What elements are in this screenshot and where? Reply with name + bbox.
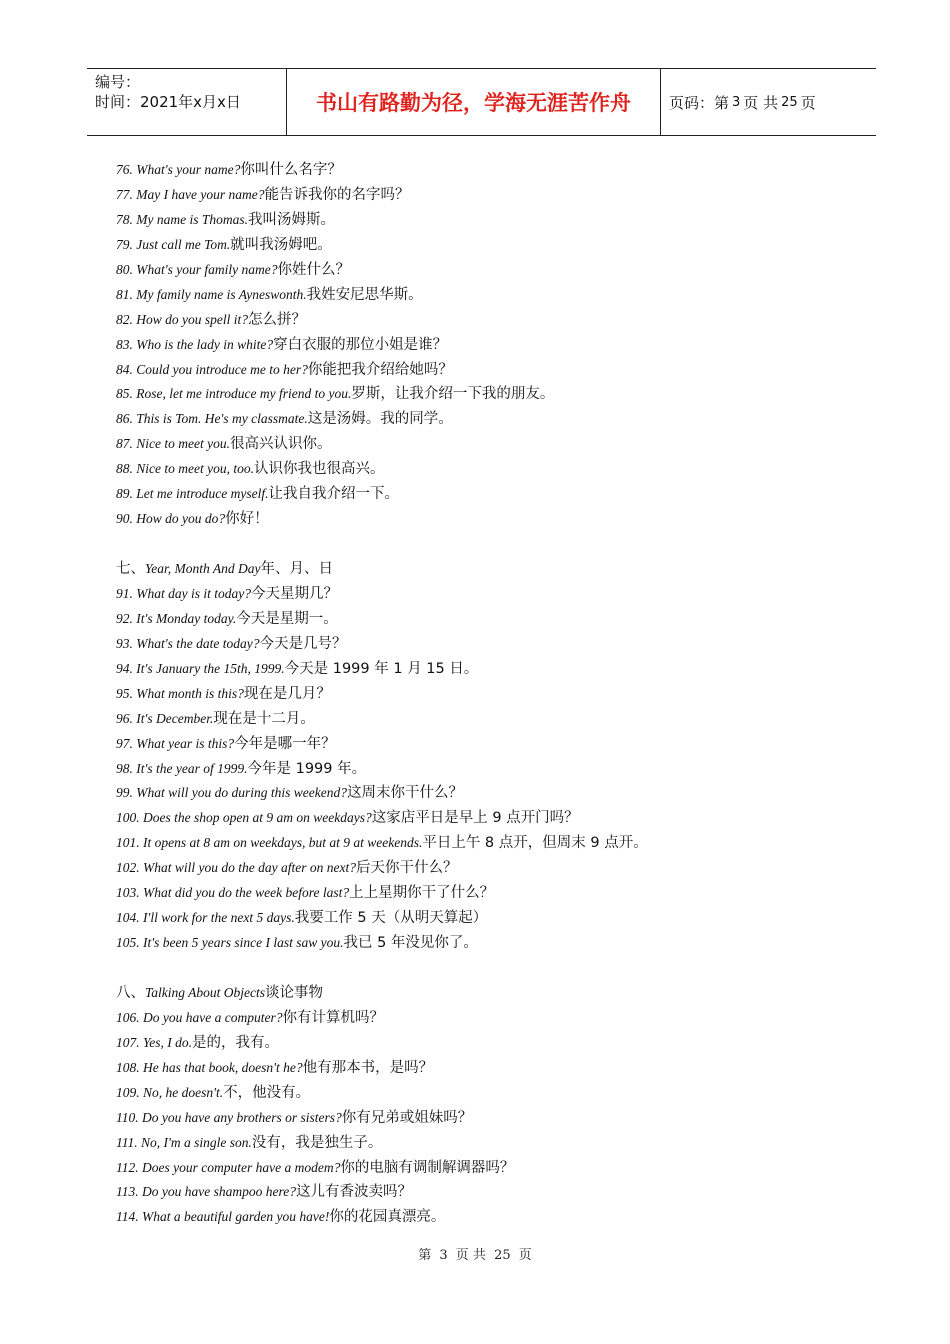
- footer-page-current: 3: [439, 1248, 448, 1263]
- english-phrase: 106. Do you have a computer?: [116, 1009, 283, 1025]
- english-phrase: 87. Nice to meet you.: [116, 436, 230, 452]
- phrase-line: [116, 308, 876, 333]
- english-phrase: 105. It's been 5 years since I last saw you.: [116, 935, 344, 951]
- chinese-translation: 你能把我介绍给她吗？: [307, 361, 453, 378]
- english-phrase: 89. Let me introduce myself.: [116, 486, 269, 502]
- chinese-translation: 认识你我也很高兴。: [253, 461, 385, 478]
- phrase-line: [116, 482, 876, 507]
- english-phrase: 107. Yes, I do.: [116, 1034, 193, 1050]
- phrase-line: [116, 806, 876, 831]
- header-page-suffix: 页: [800, 93, 816, 112]
- phrase-line: [116, 1180, 876, 1205]
- english-phrase: 96. It's December.: [116, 710, 214, 726]
- english-phrase: 86. This is Tom. He's my classmate.: [116, 411, 308, 427]
- footer-page-total: 25: [494, 1248, 511, 1263]
- section-title-english: Talking About Objects: [145, 984, 266, 1000]
- phrase-list: [116, 158, 876, 1230]
- english-phrase: 100. Does the shop open at 9 am on weekdays?: [116, 810, 372, 826]
- phrase-line: [116, 707, 876, 732]
- english-phrase: 114. What a beautiful garden you have!: [116, 1209, 330, 1225]
- english-phrase: 88. Nice to meet you, too.: [116, 461, 254, 477]
- english-phrase: 103. What did you do the week before last?: [116, 885, 350, 901]
- phrase-line: [116, 1156, 876, 1181]
- chinese-translation: 没有，我是独生子。: [251, 1134, 383, 1151]
- chinese-translation: 让我自我介绍一下。: [268, 486, 399, 503]
- chinese-translation: 你的花园真漂亮。: [329, 1209, 446, 1226]
- phrase-line: [116, 158, 876, 183]
- document-header: [87, 68, 876, 136]
- footer-page-suffix: 页: [518, 1248, 532, 1263]
- chinese-translation: 后天你干什么？: [355, 860, 458, 877]
- phrase-line: [116, 258, 876, 283]
- chinese-translation: 这家店平日是早上 9 点开门吗？: [371, 810, 579, 827]
- phrase-line: [116, 781, 876, 806]
- chinese-translation: 我叫汤姆斯。: [248, 211, 335, 228]
- phrase-line: [116, 1131, 876, 1156]
- chinese-translation: 罗斯，让我介绍一下我的朋友。: [351, 386, 555, 403]
- english-phrase: 80. What's your family name?: [116, 261, 278, 277]
- chinese-translation: 今天是几号？: [259, 635, 347, 652]
- english-phrase: 76. What's your name?: [116, 162, 241, 177]
- english-phrase: 98. It's the year of 1999.: [116, 760, 248, 776]
- section-heading: [116, 981, 876, 1006]
- chinese-translation: 今天星期几？: [251, 585, 338, 602]
- phrase-line: [116, 1081, 876, 1106]
- footer-page-prefix: 第: [418, 1248, 432, 1263]
- chinese-translation: 我要工作 5 天（从明天算起）: [294, 910, 488, 927]
- english-phrase: 113. Do you have shampoo here?: [116, 1184, 296, 1200]
- header-page-total: 25: [781, 94, 798, 110]
- english-phrase: 108. He has that book, doesn't he?: [116, 1059, 303, 1075]
- phrase-line: [116, 856, 876, 881]
- section-number: 七、: [116, 561, 145, 577]
- section-number: 八、: [116, 984, 145, 1001]
- english-phrase: 95. What month is this?: [116, 685, 244, 701]
- chinese-translation: 今年是 1999 年。: [247, 760, 367, 777]
- chinese-translation: 是的，我有。: [192, 1034, 280, 1051]
- header-page-indicator: [661, 69, 876, 135]
- chinese-translation: 我姓安尼思华斯。: [306, 286, 423, 303]
- phrase-line: [116, 208, 876, 233]
- phrase-line: [116, 1056, 876, 1081]
- english-phrase: 84. Could you introduce me to her?: [116, 361, 308, 377]
- chinese-translation: 我已 5 年没见你了。: [343, 935, 478, 952]
- phrase-line: [116, 233, 876, 258]
- chinese-translation: 你有计算机吗？: [282, 1009, 384, 1026]
- english-phrase: 77. May I have your name?: [116, 186, 265, 202]
- english-phrase: 110. Do you have any brothers or sisters?: [116, 1109, 342, 1125]
- header-page-prefix: 页码：第: [669, 93, 730, 112]
- document-time-label: 时间：2021年x月x日: [95, 93, 241, 111]
- chinese-translation: 你好！: [225, 511, 269, 528]
- phrase-line: [116, 432, 876, 457]
- phrase-line: [116, 1205, 876, 1230]
- chinese-translation: 能告诉我你的名字吗？: [264, 186, 410, 203]
- phrase-line: [116, 407, 876, 432]
- phrase-line: [116, 906, 876, 931]
- english-phrase: 82. How do you spell it?: [116, 311, 248, 327]
- blank-line: [116, 532, 876, 557]
- chinese-translation: 就叫我汤姆吧。: [230, 236, 332, 253]
- phrase-line: [116, 831, 876, 856]
- english-phrase: 93. What's the date today?: [116, 635, 260, 651]
- chinese-translation: 这是汤姆。我的同学。: [307, 411, 453, 428]
- chinese-translation: 现在是几月？: [243, 685, 331, 702]
- chinese-translation: 很高兴认识你。: [229, 436, 332, 453]
- english-phrase: 99. What will you do during this weekend?: [116, 785, 347, 801]
- chinese-translation: 今天是星期一。: [236, 610, 338, 627]
- phrase-line: [116, 732, 876, 757]
- chinese-translation: 你有兄弟或姐妹吗？: [341, 1109, 473, 1126]
- chinese-translation: 穿白衣服的那位小姐是谁？: [273, 336, 448, 353]
- english-phrase: 85. Rose, let me introduce my friend to you.: [116, 386, 352, 402]
- english-phrase: 81. My family name is Ayneswonth.: [116, 286, 307, 302]
- chinese-translation: 平日上午 8 点开，但周末 9 点开。: [422, 835, 648, 852]
- english-phrase: 78. My name is Thomas.: [116, 211, 248, 227]
- chinese-translation: 现在是十二月。: [213, 710, 315, 727]
- phrase-line: [116, 632, 876, 657]
- english-phrase: 79. Just call me Tom.: [116, 236, 231, 252]
- header-page-mid: 页 共: [743, 93, 779, 112]
- chinese-translation: 你姓什么？: [277, 261, 350, 278]
- english-phrase: 104. I'll work for the next 5 days.: [116, 910, 295, 926]
- section-title-chinese: 年、月、日: [260, 561, 334, 577]
- chinese-translation: 怎么拼？: [248, 311, 306, 328]
- phrase-line: [116, 1031, 876, 1056]
- chinese-translation: 今年是哪一年？: [234, 735, 336, 752]
- english-phrase: 102. What will you do the day after on next?: [116, 860, 356, 876]
- phrase-line: [116, 1106, 876, 1131]
- section-heading: [116, 557, 876, 582]
- phrase-line: [116, 582, 876, 607]
- english-phrase: 112. Does your computer have a modem?: [116, 1159, 341, 1175]
- phrase-line: [116, 358, 876, 383]
- phrase-line: [116, 881, 876, 906]
- header-motto: 书山有路勤为径，学海无涯苦作舟: [287, 69, 661, 135]
- page-footer: [0, 1244, 950, 1263]
- document-number-label: 编号：: [95, 73, 141, 91]
- footer-page-mid: 页 共: [455, 1248, 486, 1263]
- phrase-line: [116, 507, 876, 532]
- phrase-line: [116, 682, 876, 707]
- english-phrase: 94. It's January the 15th, 1999.: [116, 660, 285, 676]
- phrase-line: [116, 931, 876, 956]
- section-title-chinese: 谈论事物: [265, 984, 324, 1001]
- phrase-line: [116, 283, 876, 308]
- phrase-line: [116, 333, 876, 358]
- english-phrase: 90. How do you do?: [116, 511, 226, 527]
- chinese-translation: 不，他没有。: [223, 1084, 311, 1101]
- phrase-line: [116, 607, 876, 632]
- english-phrase: 83. Who is the lady in white?: [116, 336, 274, 352]
- chinese-translation: 这周末你干什么？: [346, 785, 463, 802]
- chinese-translation: 今天是 1999 年 1 月 15 日。: [284, 660, 479, 677]
- blank-line: [116, 956, 876, 981]
- chinese-translation: 这儿有香波卖吗？: [295, 1184, 412, 1201]
- chinese-translation: 你叫什么名字？: [240, 162, 342, 178]
- chinese-translation: 你的电脑有调制解调器吗？: [340, 1159, 515, 1176]
- section-title-english: Year, Month And Day: [145, 561, 261, 576]
- phrase-line: [116, 457, 876, 482]
- english-phrase: 91. What day is it today?: [116, 585, 251, 601]
- header-page-current: 3: [732, 94, 741, 110]
- phrase-line: [116, 757, 876, 782]
- english-phrase: 92. It's Monday today.: [116, 610, 237, 626]
- english-phrase: 109. No, he doesn't.: [116, 1084, 224, 1100]
- phrase-line: [116, 183, 876, 208]
- phrase-line: [116, 382, 876, 407]
- phrase-line: [116, 657, 876, 682]
- chinese-translation: 上上星期你干了什么？: [349, 885, 495, 902]
- chinese-translation: 他有那本书，是吗？: [302, 1059, 434, 1076]
- english-phrase: 97. What year is this?: [116, 735, 235, 751]
- phrase-line: [116, 1006, 876, 1031]
- english-phrase: 111. No, I'm a single son.: [116, 1134, 252, 1150]
- english-phrase: 101. It opens at 8 am on weekdays, but at 9 at weekends.: [116, 835, 423, 851]
- header-meta-cell: [87, 69, 287, 135]
